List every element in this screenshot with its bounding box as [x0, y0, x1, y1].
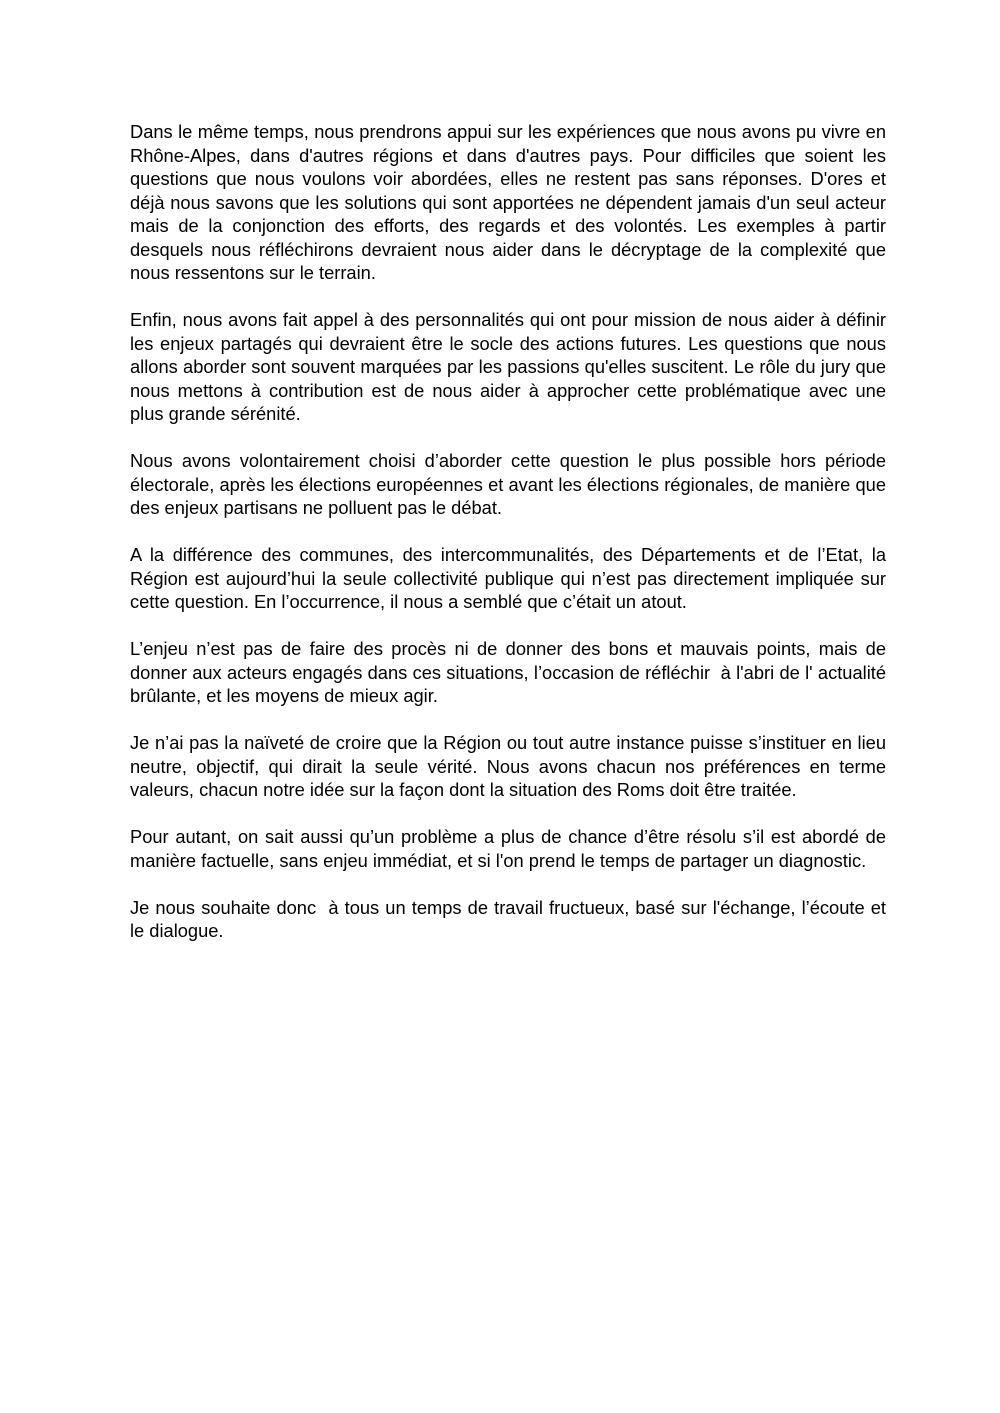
paragraph-4: A la différence des communes, des intercommunalités, des Départements et de l’Etat, la Région est aujourd’hui la seule collectivité publique qui n’est pas directement impliquée sur cette question. En l’occurrence, il nous a semblé que c’était un atout. — [130, 544, 892, 612]
paragraph-3: Nous avons volontairement choisi d’aborder cette question le plus possible hors période électorale, après les élections européennes et avant les élections régionales, de manière que des enjeux partisans ne polluent pas le débat. — [130, 450, 892, 518]
paragraph-6: Je n’ai pas la naïveté de croire que la Région ou tout autre instance puisse s’instituer en lieu neutre, objectif, qui dirait la seule vérité. Nous avons chacun nos préférences en terme valeurs, chacun notre idée sur la façon dont la situation des Roms doit être traitée. — [130, 732, 892, 800]
paragraph-5: L’enjeu n’est pas de faire des procès ni de donner des bons et mauvais points, mais de donner aux acteurs engagés dans ces situations, l’occasion de réfléchir à l'abri de l' actualité brûlante, et les moyens de mieux agir. — [130, 638, 892, 706]
paragraph-7: Pour autant, on sait aussi qu’un problème a plus de chance d’être résolu s’il est abordé de manière factuelle, sans enjeu immédiat, et si l'on prend le temps de partager un diagnostic. — [130, 826, 892, 871]
paragraph-1: Dans le même temps, nous prendrons appui sur les expériences que nous avons pu vivre en Rhône-Alpes, dans d'autres régions et dans d'autres pays. Pour difficiles que soient les questions que nous voulons voir abordées, elles ne restent pas sans réponses. D'ores et déjà nous savons que les solutions qui sont apportées ne dépendent jamais d'un seul acteur mais de la conjonction des efforts, des regards et des volontés. Les exemples à partir desquels nous réfléchirons devraient nous aider dans le décryptage de la complexité que nous ressentons sur le terrain. — [130, 121, 892, 283]
paragraph-2: Enfin, nous avons fait appel à des personnalités qui ont pour mission de nous aider à définir les enjeux partagés qui devraient être le socle des actions futures. Les questions que nous allons aborder sont souvent marquées par les passions qu'elles suscitent. Le rôle du jury que nous mettons à contribution est de nous aider à approcher cette problématique avec une plus grande sérénité. — [130, 309, 892, 424]
document-body — [130, 120, 892, 966]
paragraph-8: Je nous souhaite donc à tous un temps de travail fructueux, basé sur l'échange, l’écoute et le dialogue. — [130, 896, 892, 941]
